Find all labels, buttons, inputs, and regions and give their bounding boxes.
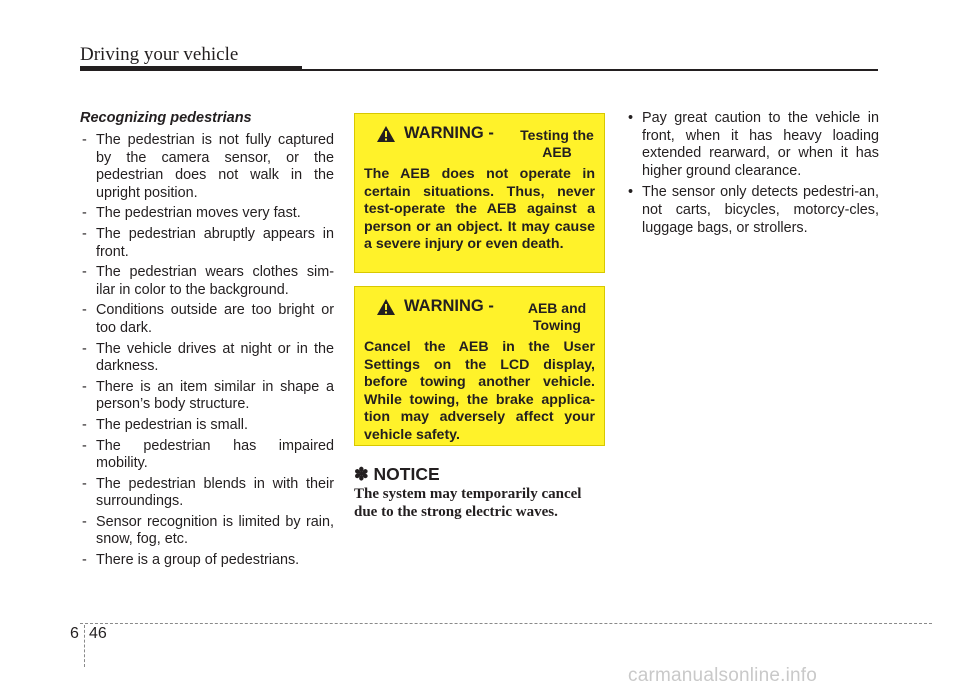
page-number-separator [84,625,85,667]
warning-subtitle: Testing the AEB [520,127,594,160]
warning-triangle-icon [376,125,396,143]
pedestrian-conditions-list [80,132,334,570]
warning-body: The AEB does not operate in certain situations. Thus, never test-operate the AEB against a person or an object. It may cause a severe injury or even death. [364,166,595,252]
footer-divider [80,623,932,624]
warning-box-aeb-towing [354,286,605,446]
section-heading: Recognizing pedestrians [80,110,252,126]
warning-title-row [364,295,595,339]
list-item: - The pedestrian moves very fast. [82,205,301,222]
page-number: 46 [89,625,107,642]
list-item: • Pay great caution to the vehicle in front, when it has heavy loading extended rearward, or when it has higher ground clearance. [628,110,879,179]
list-item: - There is a group of pedestrians. [82,552,300,569]
notice-title [354,464,440,485]
list-item: - The pedestrian blends in with their surroundings. [82,475,334,510]
list-item: - The pedestrian abruptly appears in front. [82,225,334,260]
warning-triangle-icon [376,298,396,316]
list-item: - The pedestrian is not fully captured by the camera sensor, or the pedestrian does not walk in the upright position. [82,132,334,201]
left-column [80,110,334,573]
watermark: carmanualsonline.info [628,665,818,686]
warning-label: WARNING - [404,297,494,315]
list-item: - Conditions outside are too bright or too dark. [82,302,334,336]
list-item: - There is an item similar in shape a person’s body structure. [82,378,334,413]
warning-subtitle: AEB and Towing [527,300,587,333]
header-rule-thin [302,69,878,71]
header-rule-thick [80,66,302,71]
warning-title-row [364,122,595,166]
list-item: - Sensor recognition is limited by rain, snow, fog, etc. [82,513,334,548]
notice-symbol-icon: ✽ [354,464,369,484]
list-item: • The sensor only detects pedestri-an, not carts, bicycles, motorcy-cles, luggage bags, or strollers. [628,184,879,236]
page-header-title: Driving your vehicle [80,44,239,65]
list-item: - The pedestrian has impaired mobility. [82,437,334,472]
warning-label: WARNING - [404,124,494,142]
notice-body: The system may temporarily cancel due to the strong electric waves. [354,486,582,520]
notice-label: NOTICE [373,464,440,484]
chapter-number: 6 [70,625,79,642]
list-item: - The vehicle drives at night or in the darkness. [82,340,334,375]
caution-bullet-list [627,110,879,237]
warning-box-testing-aeb [354,113,605,273]
list-item: - The pedestrian wears clothes sim-ilar in color to the background. [82,264,334,298]
list-item: - The pedestrian is small. [82,416,248,433]
right-column [627,110,879,241]
warning-body: Cancel the AEB in the User Settings on the LCD display, before towing another vehicle. While towing, the brake applica-tion may adversely affect your vehicle safety. [364,339,595,443]
